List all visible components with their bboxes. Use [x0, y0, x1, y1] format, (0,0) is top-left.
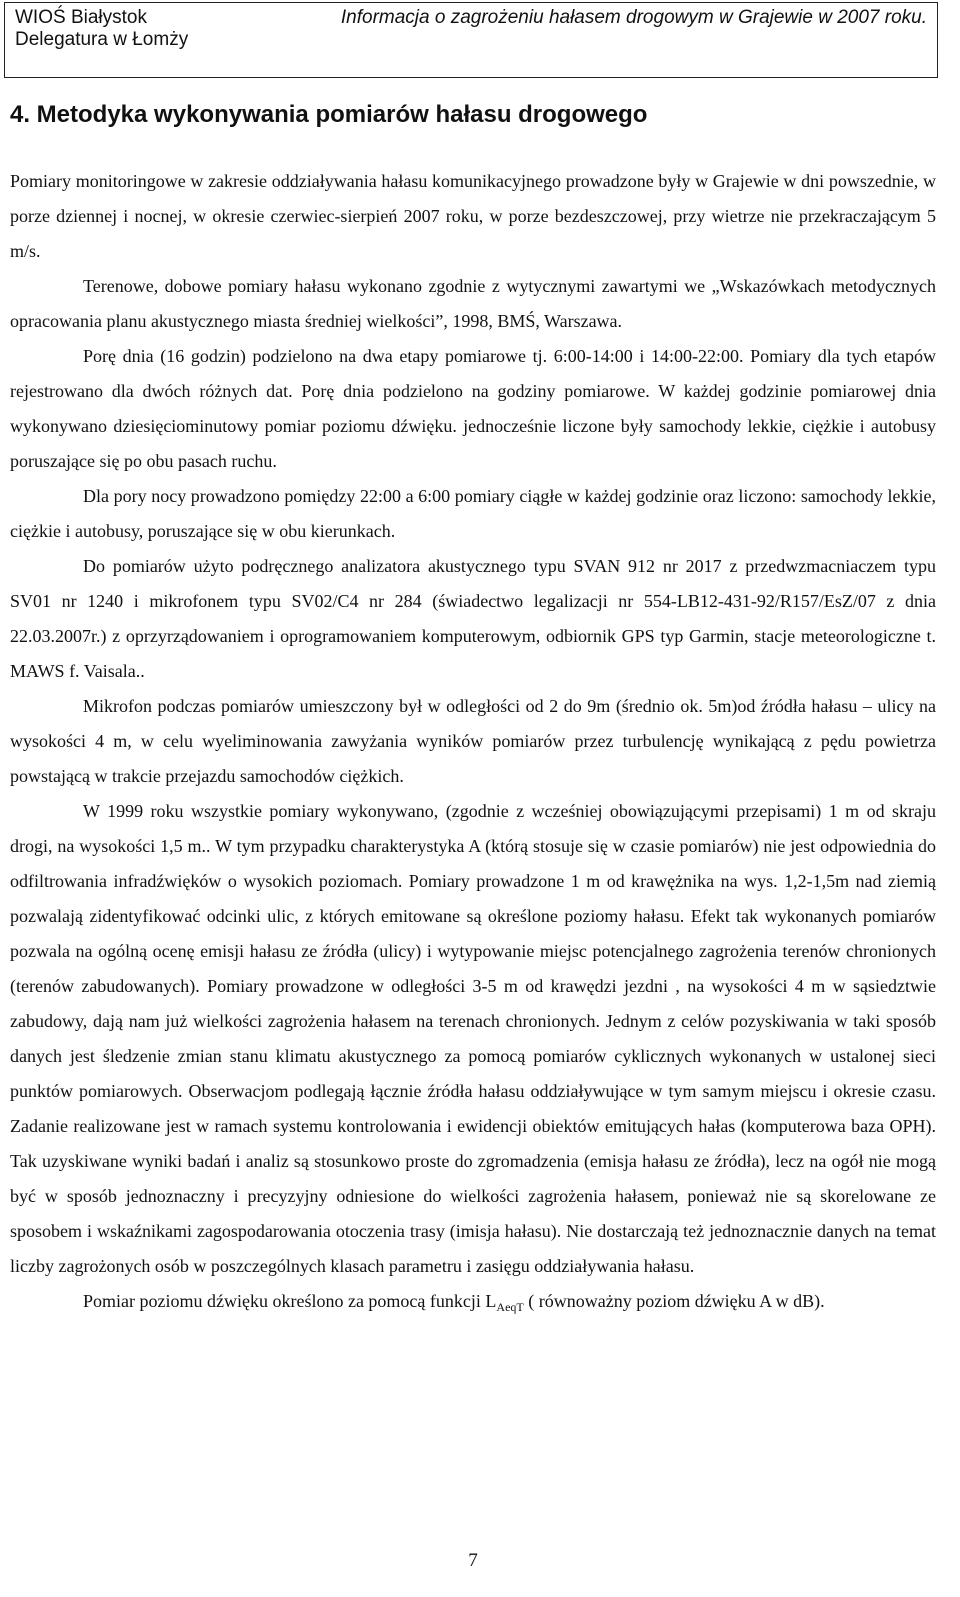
page-header [4, 2, 938, 78]
page-number: 7 [468, 1550, 478, 1571]
laeqt-subscript: AeqT [496, 1300, 524, 1314]
laeqt-text-before: Pomiar poziomu dźwięku określono za pomocą funkcji L [83, 1291, 497, 1311]
header-org-name: WIOŚ Białystok [15, 7, 147, 28]
paragraph-1999-methodology: W 1999 roku wszystkie pomiary wykonywano, (zgodnie z wcześniej obowiązującymi przepisami) 1 m od skraju drogi, na wysokości 1,5 m.. W tym przypadku charakterystyka A (którą stosuje się w czasie pomiarów) nie jest odpowiednia do odfiltrowania infradźwięków o wysokich poziomach. Pomiary prowadzone 1 m od krawężnika na wys. 1,2-1,5m nad ziemią pozwalają zidentyfikować odcinki ulic, z których emitowane są określone poziomy hałasu. Efekt tak wykonanych pomiarów pozwala na ogólną ocenę emisji hałasu ze źródła (ulicy) i wytypowanie miejsc potencjalnego zagrożenia terenów chronionych (terenów zabudowanych). Pomiary prowadzone w odległości 3-5 m od krawędzi jezdni , na wysokości 4 m w sąsiedztwie zabudowy, dają nam już wielkości zagrożenia hałasem na terenach chronionych. Jednym z celów pozyskiwania w taki sposób danych jest śledzenie zmian stanu klimatu akustycznego za pomocą pomiarów cyklicznych wykonanych w ustalonej sieci punktów pomiarowych. Obserwacjom podlegają łącznie źródła hałasu oddziaływujące w tym samym miejscu i okresie czasu. Zadanie realizowane jest w ramach systemu kontrolowania i ewidencji obiektów emitujących hałas (komputerowa baza OPH). Tak uzyskiwane wyniki badań i analiz są stosunkowo proste do zgromadzenia (emisja hałasu ze źródła), lecz na ogół nie mogą być w sposób jednoznaczny i precyzyjny odniesione do wielkości zagrożenia hałasem, ponieważ nie są skorelowane ze sposobem i wskaźnikami zagospodarowania otoczenia trasy (imisja hałasu). Nie dostarczają też jednoznacznie danych na temat liczby zagrożonych osób w poszczególnych klasach parametru i zasięgu oddziaływania hałasu. [10, 801, 936, 1276]
header-report-title: Informacja o zagrożeniu hałasem drogowym w Grajewie w 2007 roku. [340, 7, 927, 28]
paragraph-microphone-placement: Mikrofon podczas pomiarów umieszczony był w odległości od 2 do 9m (średnio ok. 5m)od źródła hałasu – ulicy na wysokości 4 m, w celu wyeliminowania zawyżania wyników pomiarów przez turbulencję wynikającą z pędu powietrza powstającą w trakcie przejazdu samochodów ciężkich. [10, 696, 936, 786]
paragraph-day-stages: Porę dnia (16 godzin) podzielono na dwa etapy pomiarowe tj. 6:00-14:00 i 14:00-22:00. Pomiary dla tych etapów rejestrowano dla dwóch różnych dat. Porę dnia podzielono na godziny pomiarowe. W każdej godzinie pomiarowej dnia wykonywano dziesięciominutowy pomiar poziomu dźwięku. jednocześnie liczone były samochody lekkie, ciężkie i autobusy poruszające się po obu pasach ruchu. [10, 346, 936, 471]
paragraph-laeqt-function [10, 1284, 936, 1325]
section-heading: 4. Metodyka wykonywania pomiarów hałasu drogowego [10, 101, 648, 128]
paragraph-guidelines: Terenowe, dobowe pomiary hałasu wykonano zgodnie z wytycznymi zawartymi we „Wskazówkach metodycznych opracowania planu akustycznego miasta średniej wielkości”, 1998, BMŚ, Warszawa. [10, 276, 936, 331]
header-organization [15, 7, 188, 51]
paragraph-equipment: Do pomiarów użyto podręcznego analizatora akustycznego typu SVAN 912 nr 2017 z przedwzmacniaczem typu SV01 nr 1240 i mikrofonem typu SV02/C4 nr 284 (świadectwo legalizacji nr 554-LB12-431-92/R157/EsZ/07 z dnia 22.03.2007r.) z oprzyrządowaniem i oprogramowaniem komputerowym, odbiornik GPS typ Garmin, stacje meteorologiczne t. MAWS f. Vaisala.. [10, 556, 936, 681]
laeqt-text-after: ( równoważny poziom dźwięku A w dB). [523, 1291, 825, 1311]
paragraph-night-measurements: Dla pory nocy prowadzono pomiędzy 22:00 a 6:00 pomiary ciągłe w każdej godzinie oraz liczono: samochody lekkie, ciężkie i autobusy, poruszające się w obu kierunkach. [10, 486, 936, 541]
paragraph-measurement-period: Pomiary monitoringowe w zakresie oddziaływania hałasu komunikacyjnego prowadzone były w Grajewie w dni powszednie, w porze dziennej i nocnej, w okresie czerwiec-sierpień 2007 roku, w porze bezdeszczowej, przy wietrze nie przekraczającym 5 m/s. [10, 171, 936, 261]
header-org-branch: Delegatura w Łomży [15, 29, 189, 50]
document-body [10, 164, 936, 1325]
